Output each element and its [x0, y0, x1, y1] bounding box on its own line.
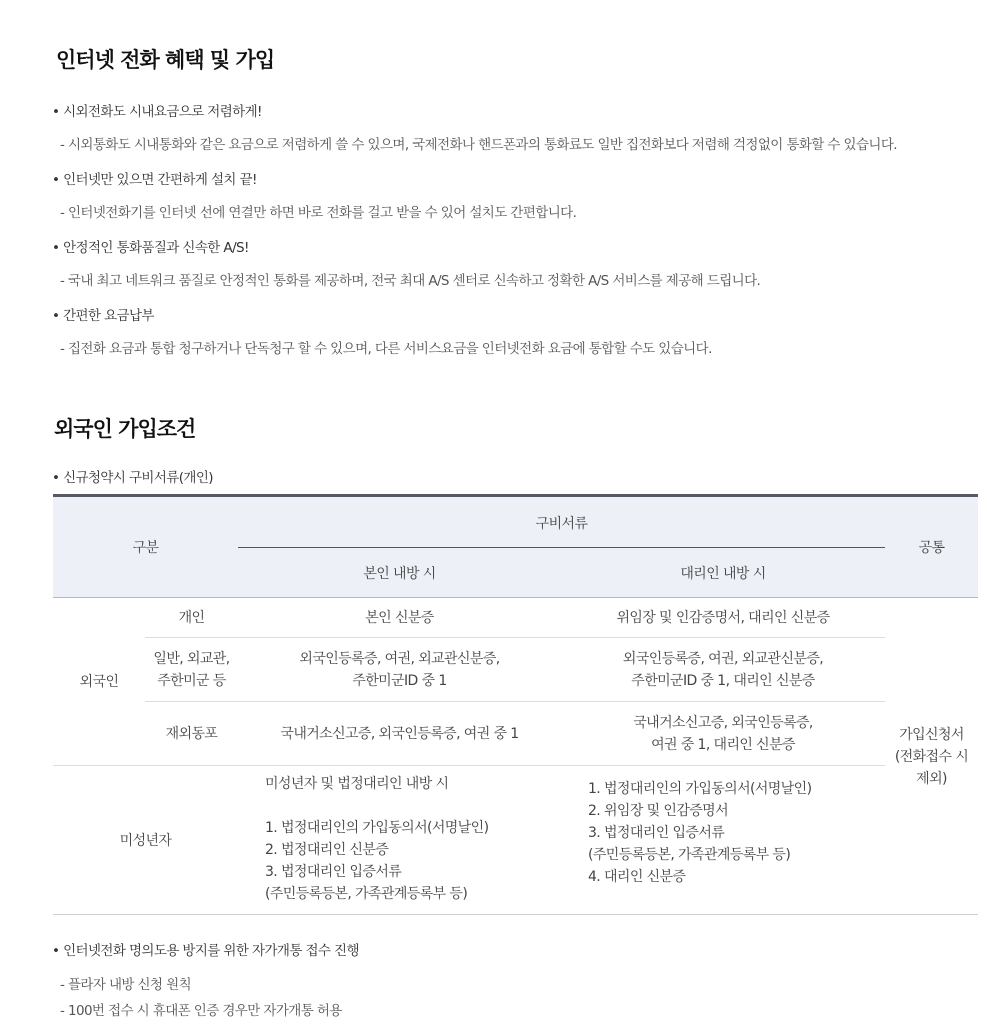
row-type: 개인 — [178, 609, 205, 626]
benefit-desc: - 시외통화도 시내통화와 같은 요금으로 저렴하게 쓸 수 있으며, 국제전화나 핸드폰과의 통화료도 일반 집전화보다 저렴해 걱정없이 통화할 수 있습니다. — [60, 133, 897, 153]
row-in-person: 본인 신분증 — [365, 609, 434, 626]
group-foreigner: 외국인 — [79, 673, 119, 690]
docs-label: • 신규청약시 구비서류(개인) — [52, 466, 213, 486]
minor-by-proxy: 1. 법정대리인의 가입동의서(서명날인) 2. 위임장 및 인감증명서 3. 법정대리인 입증서류 (주민등록등본, 가족관계등록부 등) 4. 대리인 신분증 — [588, 781, 812, 885]
notice-item: - 100번 접수 시 휴대폰 인증 경우만 자가개통 허용 — [60, 999, 342, 1019]
benefit-heading: • 안정적인 통화품질과 신속한 A/S! — [52, 236, 249, 256]
row-by-proxy: 위임장 및 인감증명서, 대리인 신분증 — [616, 609, 830, 626]
notice-heading: • 인터넷전화 명의도용 방지를 위한 자가개통 접수 진행 — [52, 939, 359, 959]
row-type: 재외동포 — [165, 725, 218, 742]
requirements-table — [53, 494, 978, 913]
benefit-desc: - 집전화 요금과 통합 청구하거나 단독청구 할 수 있으며, 다른 서비스요금을 인터넷전화 요금에 통합할 수도 있습니다. — [60, 337, 712, 357]
notice-item: - 플라자 내방 신청 원칙 — [60, 973, 191, 993]
header-category: 구분 — [132, 539, 159, 556]
foreigner-title: 외국인 가입조건 — [54, 417, 196, 441]
row-by-proxy: 외국인등록증, 여권, 외교관신분증, 주한미군ID 중 1, 대리인 신분증 — [622, 650, 824, 689]
benefits-title: 인터넷 전화 혜택 및 가입 — [56, 48, 275, 72]
benefit-heading: • 간편한 요금납부 — [52, 304, 154, 324]
minor-in-person: 미성년자 및 법정대리인 내방 시 1. 법정대리인의 가입동의서(서명날인) 2. 법정대리인 신분증 3. 법정대리인 입증서류 (주민등록등본, 가족관계등록부 등) — [265, 776, 489, 902]
header-by-proxy: 대리인 내방 시 — [680, 566, 766, 582]
row-in-person: 국내거소신고증, 외국인등록증, 여권 중 1 — [280, 725, 519, 742]
common-value: 가입신청서 (전화접수 시 제외) — [894, 726, 969, 787]
header-in-person: 본인 내방 시 — [363, 566, 436, 582]
table-bottom-border — [53, 914, 978, 915]
header-required-docs: 구비서류 — [535, 516, 588, 532]
header-divider — [238, 547, 885, 548]
row-type: 일반, 외교관, 주한미군 등 — [153, 650, 230, 689]
row-by-proxy: 국내거소신고증, 외국인등록증, 여권 중 1, 대리인 신분증 — [633, 714, 813, 753]
header-common: 공통 — [918, 539, 945, 556]
benefit-heading: • 인터넷만 있으면 간편하게 설치 끝! — [52, 168, 257, 188]
minor-label: 미성년자 — [119, 832, 172, 849]
benefit-heading: • 시외전화도 시내요금으로 저렴하게! — [52, 100, 262, 120]
benefit-desc: - 인터넷전화기를 인터넷 선에 연결만 하면 바로 전화를 걸고 받을 수 있어 설치도 간편합니다. — [60, 201, 576, 221]
row-in-person: 외국인등록증, 여권, 외교관신분증, 주한미군ID 중 1 — [299, 650, 500, 689]
benefit-desc: - 국내 최고 네트워크 품질로 안정적인 통화를 제공하며, 전국 최대 A/S 센터로 신속하고 정확한 A/S 서비스를 제공해 드립니다. — [60, 269, 760, 289]
